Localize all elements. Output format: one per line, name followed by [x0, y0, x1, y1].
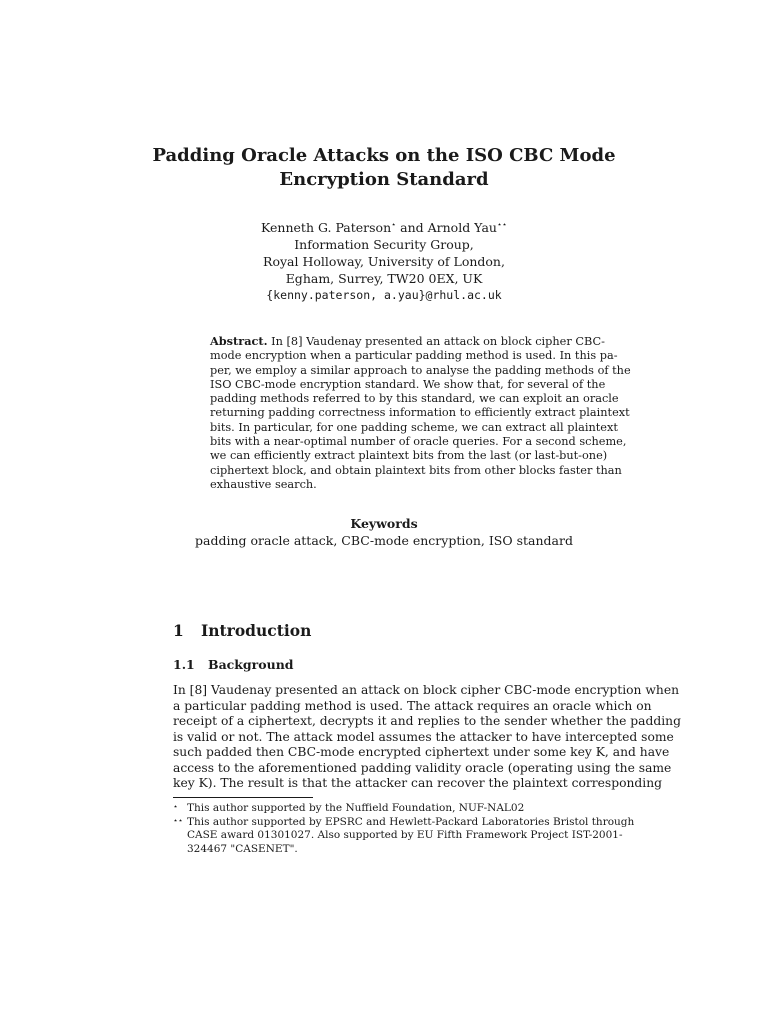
- section-title: Introduction: [201, 621, 312, 640]
- keywords-text: padding oracle attack, CBC-mode encryption, ISO standard: [195, 533, 573, 548]
- footnote: [173, 815, 635, 857]
- subsection-heading: [173, 657, 294, 672]
- affiliation-line: Egham, Surrey, TW20 0EX, UK: [285, 271, 483, 287]
- body-paragraph: [173, 683, 681, 792]
- abstract: [210, 334, 631, 492]
- footnotes: [173, 802, 635, 856]
- abstract-line: bits. In particular, for one padding scheme, we can extract all plaintext: [210, 420, 618, 434]
- body-line: is valid or not. The attack model assumes the attacker to have intercepted some: [173, 729, 674, 744]
- footnote: [173, 802, 595, 816]
- abstract-line: per, we employ a similar approach to analyse the padding methods of the: [210, 363, 631, 377]
- body-line: In [8] Vaudenay presented an attack on block cipher CBC-mode encryption when: [173, 683, 680, 697]
- title-line-1: Padding Oracle Attacks on the ISO CBC Mode: [152, 145, 616, 166]
- author-2-footnote-mark: ⋆⋆: [496, 220, 507, 229]
- footnote-mark: ⋆: [173, 802, 179, 811]
- subsection-number: 1.1: [173, 657, 195, 672]
- abstract-line: exhaustive search.: [210, 477, 317, 491]
- body-line: a particular padding method is used. The attack requires an oracle which on: [173, 698, 652, 713]
- abstract-line: ciphertext block, and obtain plaintext bits from other blocks faster than: [210, 463, 622, 477]
- footnote-line: CASE award 01301027. Also supported by EU Fifth Framework Project IST-2001-: [187, 829, 623, 841]
- subsection-title: Background: [208, 657, 294, 672]
- abstract-line: ISO CBC-mode encryption standard. We show that, for several of the: [210, 377, 606, 391]
- abstract-line: mode encryption when a particular padding method is used. In this pa-: [210, 349, 618, 363]
- affiliation-line: Information Security Group,: [294, 237, 474, 253]
- body-line: access to the aforementioned padding validity oracle (operating using the same: [173, 760, 672, 775]
- abstract-line: returning padding correctness information to efficiently extract plaintext: [210, 406, 630, 420]
- abstract-line: we can efficiently extract plaintext bits from the last (or last-but-one): [210, 449, 608, 463]
- author-names: [184, 216, 584, 236]
- footnote-mark: ⋆⋆: [173, 815, 184, 825]
- footnote-line: This author supported by EPSRC and Hewlett-Packard Laboratories Bristol through: [187, 815, 635, 828]
- body-line: such padded then CBC-mode encrypted ciphertext under some key K, and have: [173, 745, 670, 759]
- body-line: key K). The result is that the attacker can recover the plaintext corresponding: [173, 776, 663, 790]
- author-emails: {kenny.paterson, a.yau}@rhul.ac.uk: [266, 288, 502, 303]
- author-block: [184, 216, 584, 304]
- author-2: and Arnold Yau: [400, 220, 497, 236]
- abstract-line: Abstract. In [8] Vaudenay presented an attack on block cipher CBC-: [210, 334, 605, 348]
- abstract-label: Abstract.: [210, 334, 268, 348]
- author-1: Kenneth G. Paterson: [261, 220, 392, 236]
- section-heading: [173, 621, 311, 640]
- section-number: 1: [173, 621, 184, 640]
- footnote-line: This author supported by the Nuffield Foundation, NUF-NAL02: [187, 802, 525, 814]
- paper-title: [130, 144, 638, 192]
- title-line-2: Encryption Standard: [279, 169, 489, 190]
- footnote-line: 324467 "CASENET".: [187, 842, 298, 855]
- footnote-rule: [173, 797, 313, 798]
- keywords-heading: Keywords: [350, 516, 418, 531]
- body-line: receipt of a ciphertext, decrypts it and replies to the sender whether the padding: [173, 714, 681, 728]
- abstract-line: bits with a near-optimal number of oracle queries. For a second scheme,: [210, 435, 627, 449]
- author-1-footnote-mark: ⋆: [391, 220, 397, 229]
- affiliation-line: Royal Holloway, University of London,: [263, 254, 505, 270]
- abstract-line: padding methods referred to by this standard, we can exploit an oracle: [210, 392, 619, 406]
